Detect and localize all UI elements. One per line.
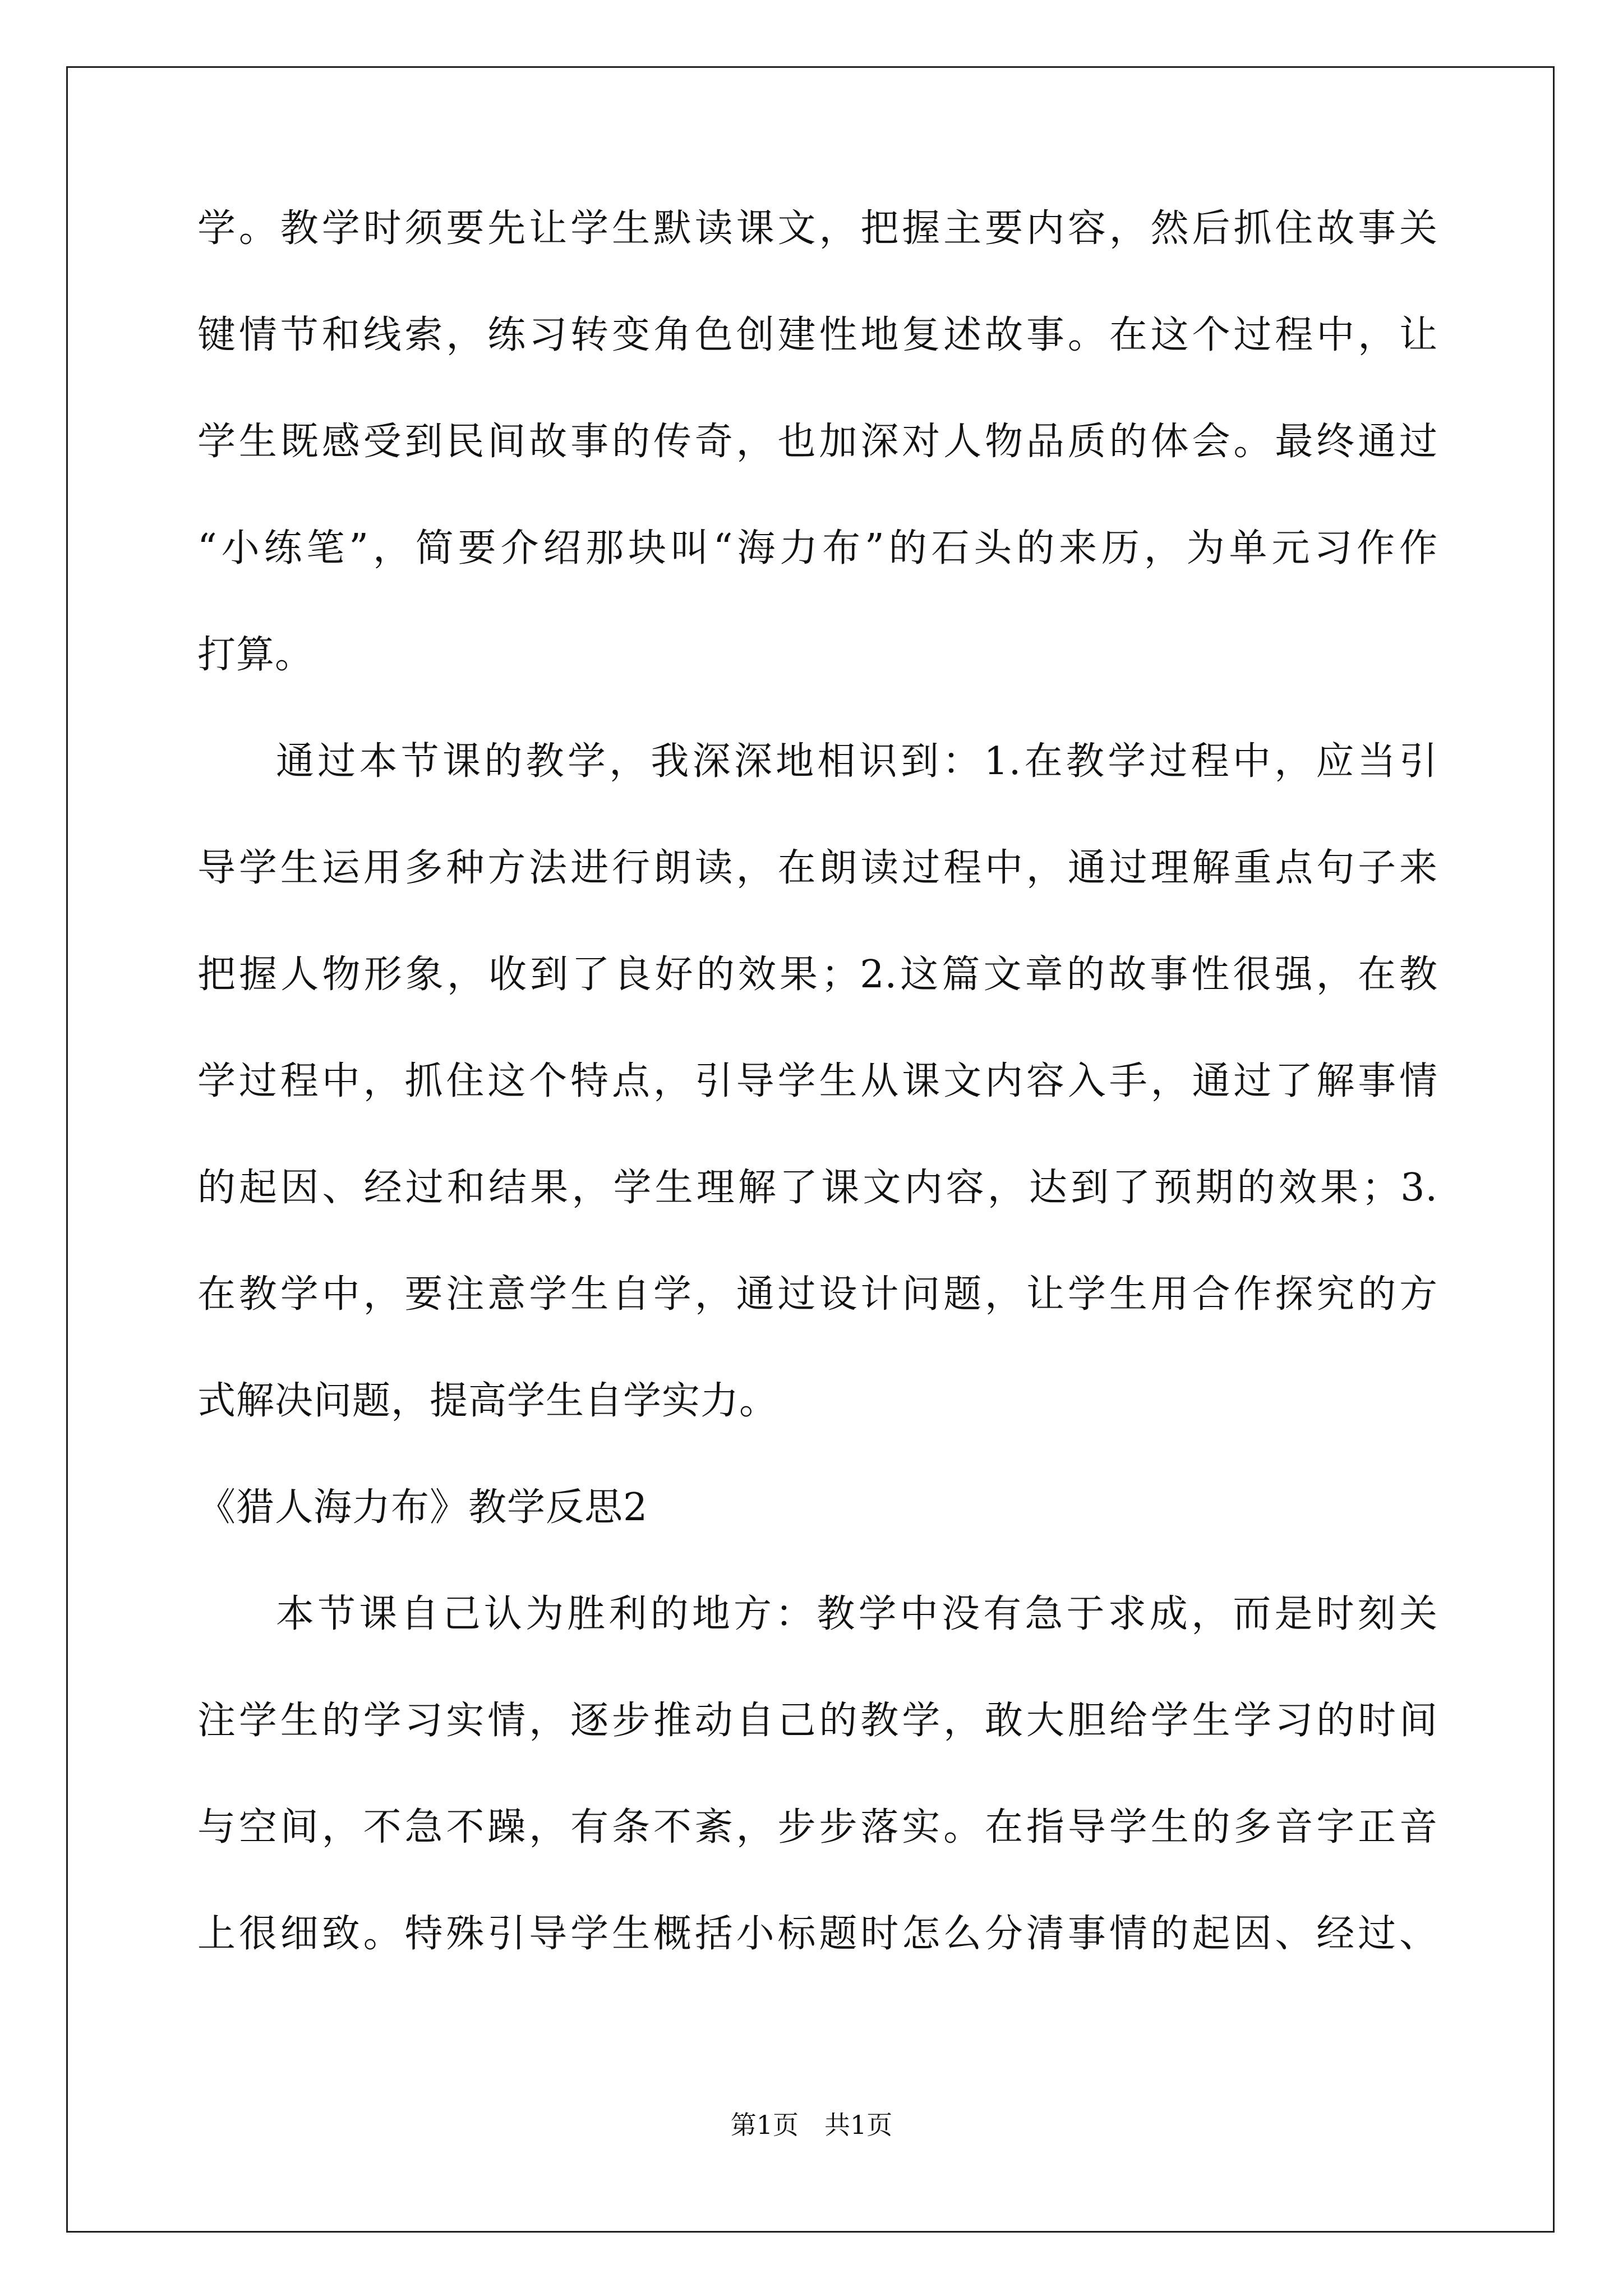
text-line: 学。教学时须要先让学生默读课文，把握主要内容，然后抓住故事关 xyxy=(197,206,1438,251)
section-heading: 《猎人海力布》教学反思2 xyxy=(197,1485,648,1530)
page-footer: 第1页 共1页 xyxy=(730,2110,893,2140)
text-line: 注学生的学习实情，逐步推动自己的教学，敢大胆给学生学习的时间 xyxy=(197,1699,1438,1743)
text-line: 与空间，不急不躁，有条不紊，步步落实。在指导学生的多音字正音 xyxy=(197,1805,1438,1849)
paragraph-start-line: 本节课自己认为胜利的地方：教学中没有急于求成，而是时刻关 xyxy=(276,1592,1438,1636)
text-line: “小练笔”，简要介绍那块叫“海力布”的石头的来历，为单元习作作 xyxy=(197,526,1438,570)
text-line: 在教学中，要注意学生自学，通过设计问题，让学生用合作探究的方 xyxy=(197,1272,1438,1317)
text-line: 的起因、经过和结果，学生理解了课文内容，达到了预期的效果；3. xyxy=(197,1166,1438,1210)
text-line: 打算。 xyxy=(197,633,314,677)
text-line: 式解决问题，提高学生自学实力。 xyxy=(197,1379,778,1423)
text-line: 导学生运用多种方法进行朗读，在朗读过程中，通过理解重点句子来 xyxy=(197,846,1438,890)
paragraph-start-line: 通过本节课的教学，我深深地相识到：1.在教学过程中，应当引 xyxy=(276,739,1438,784)
text-line: 把握人物形象，收到了良好的效果；2.这篇文章的故事性很强，在教 xyxy=(197,953,1438,997)
text-line: 学生既感受到民间故事的传奇，也加深对人物品质的体会。最终通过 xyxy=(197,420,1438,464)
text-line: 键情节和线索，练习转变角色创建性地复述故事。在这个过程中，让 xyxy=(197,313,1438,357)
text-line: 学过程中，抓住这个特点，引导学生从课文内容入手，通过了解事情 xyxy=(197,1059,1438,1103)
text-line: 上很细致。特殊引导学生概括小标题时怎么分清事情的起因、经过、 xyxy=(197,1912,1438,1956)
